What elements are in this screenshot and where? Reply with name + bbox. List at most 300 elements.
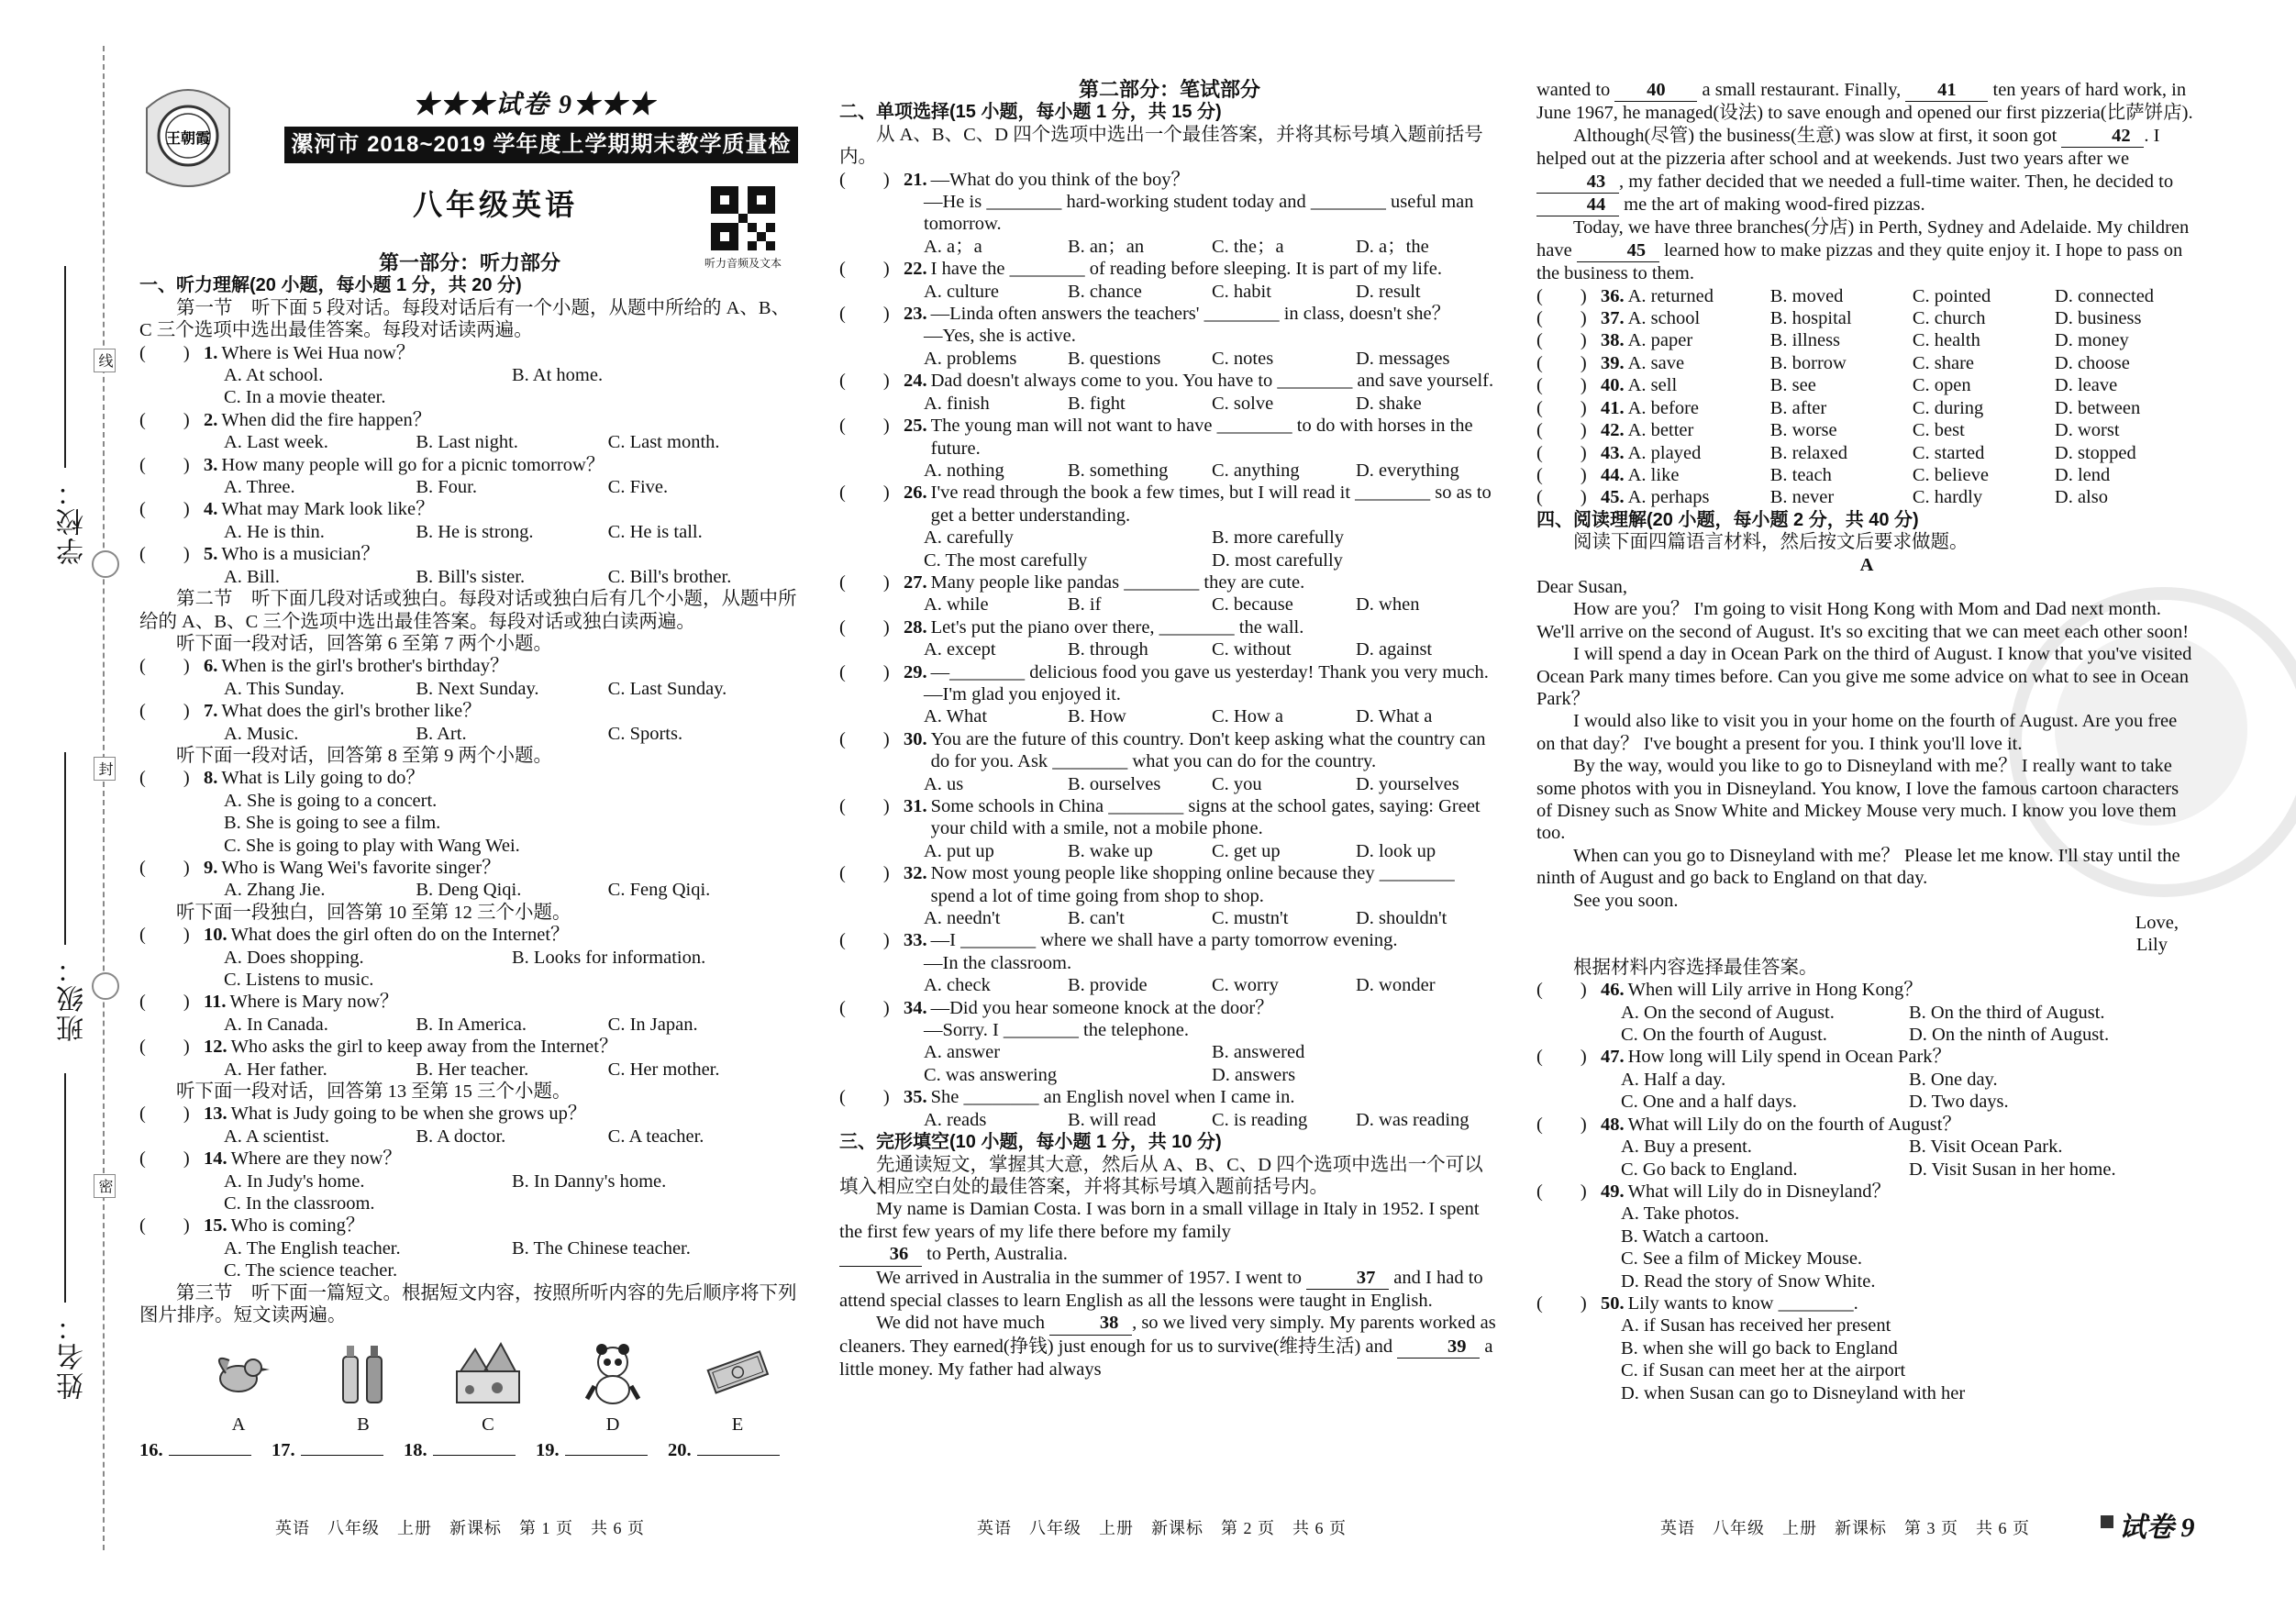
- option[interactable]: B. more carefully: [1212, 527, 1345, 549]
- option[interactable]: B. Her teacher.: [416, 1059, 529, 1080]
- option[interactable]: D. money: [2054, 330, 2129, 351]
- section-intro: 第二节 听下面几段对话或独白。每段对话或独白后有几个小题，从题中所给的 A、B、C 三个选项中选出最佳答案。每段对话或独白读两遍。: [139, 589, 797, 632]
- picture-label: E: [731, 1414, 744, 1435]
- panda-icon: [576, 1335, 649, 1408]
- option[interactable]: A. What: [924, 706, 988, 727]
- option[interactable]: B. teach: [1769, 464, 1832, 485]
- option[interactable]: C. you: [1212, 773, 1262, 794]
- option[interactable]: A. Music.: [224, 723, 299, 744]
- option[interactable]: A. played: [1627, 442, 1702, 463]
- option[interactable]: A. Does shopping.: [224, 947, 364, 968]
- name-label: 姓名：: [58, 1312, 88, 1400]
- question-48: ( ) 48. What will Lily do on the fourth of August？: [1536, 1114, 1961, 1135]
- question-6: ( ) 6. When is the girl's brother's birthday？: [139, 656, 509, 677]
- option[interactable]: B. moved: [1769, 285, 1844, 306]
- option[interactable]: C. was answering: [924, 1064, 1058, 1085]
- option[interactable]: A. Take photos.: [1621, 1203, 1740, 1225]
- option[interactable]: D. result: [1356, 281, 1421, 302]
- letter-paragraph: I will spend a day in Ocean Park on the third of August. I know that you've visited Ocean Park many times before. Can you give me some advice on what to see in Ocean Park？: [1536, 644, 2192, 709]
- seal-dot: [92, 972, 119, 1000]
- option[interactable]: A. check: [924, 975, 991, 996]
- question-text: —Yes, she is active.: [924, 326, 1076, 347]
- cloze-question: ( ) 44. A. like B. teach C. believe D. lend: [1536, 464, 2197, 486]
- group-instruction: 听下面一段对话，回答第 6 至第 7 两个小题。: [176, 633, 552, 654]
- option[interactable]: B. In Danny's home.: [512, 1170, 667, 1192]
- option[interactable]: C. Five.: [607, 477, 669, 498]
- question-30: ( ) 30. You are the future of this country. Don't keep asking what the country can do for you. Ask ________ what you can do for the country.: [839, 728, 1486, 772]
- option[interactable]: B. In America.: [416, 1014, 527, 1035]
- option[interactable]: A. She is going to a concert.: [224, 790, 438, 811]
- cloze-blank[interactable]: 43: [1536, 171, 1619, 194]
- option[interactable]: A. better: [1627, 420, 1694, 441]
- option[interactable]: B. through: [1068, 639, 1148, 660]
- question-34: ( ) 34. —Did you hear someone knock at the door？: [839, 997, 1274, 1018]
- page-footer: 英语 八年级 上册 新课标 第 1 页 共 6 页: [275, 1519, 645, 1537]
- cloze-paragraph: Today, we have three branches(分店) in Perth, Sydney and Adelaide. My children have 45 learned how to make pizzas and they quite enjoy it. I hope to pass on the business to them.: [1536, 217, 2190, 284]
- part-two-title: 第二部分：笔试部分: [1078, 78, 1260, 101]
- option[interactable]: C. A teacher.: [607, 1126, 704, 1147]
- option[interactable]: C. solve: [1212, 393, 1274, 414]
- option[interactable]: C. See a film of Mickey Mouse.: [1621, 1248, 1863, 1270]
- option[interactable]: B. Deng Qiqi.: [416, 880, 522, 901]
- question-31: ( ) 31. Some schools in China ________ signs at the school gates, saying: Greet your child with a smile, not a mobile phone.: [839, 796, 1481, 839]
- option[interactable]: B. relaxed: [1769, 442, 1847, 463]
- option[interactable]: A. In Canada.: [224, 1014, 328, 1035]
- letter-closing: Love,: [2135, 913, 2179, 934]
- subject-title: 八年级英语: [413, 188, 579, 221]
- option[interactable]: A. Half a day.: [1621, 1069, 1726, 1090]
- option[interactable]: A. In Judy's home.: [224, 1170, 365, 1192]
- option[interactable]: D. connected: [2054, 285, 2155, 306]
- cloze-blank[interactable]: 44: [1536, 194, 1619, 216]
- answer-number: 19.: [536, 1440, 560, 1461]
- reading-instruction: 根据材料内容选择最佳答案。: [1573, 957, 1818, 978]
- option[interactable]: B. never: [1769, 487, 1835, 508]
- option[interactable]: D. everything: [1356, 460, 1459, 481]
- option[interactable]: D. a；the: [1356, 236, 1429, 257]
- cloze-question: ( ) 42. A. better B. worse C. best D. worst: [1536, 419, 2197, 441]
- cloze-question: ( ) 38. A. paper B. illness C. health D. money: [1536, 329, 2197, 351]
- option[interactable]: C. the；a: [1212, 236, 1284, 257]
- option[interactable]: B. One day.: [1909, 1069, 1998, 1090]
- question-23: ( ) 23. —Linda often answers the teachers' ________ in class, doesn't she？: [839, 304, 1451, 325]
- option[interactable]: B. Next Sunday.: [416, 678, 539, 699]
- group-instruction: 听下面一段对话，回答第 13 至第 15 三个小题。: [176, 1081, 571, 1103]
- question-12: ( ) 12. Who asks the girl to keep away from the Internet？: [139, 1037, 618, 1058]
- name-field[interactable]: [64, 1073, 66, 1303]
- option[interactable]: D. between: [2054, 397, 2141, 418]
- single-choice-title: 二、单项选择(15 小题，每小题 1 分，共 15 分): [839, 102, 1222, 123]
- option[interactable]: C. church: [1912, 308, 1986, 329]
- option[interactable]: D. when Susan can go to Disneyland with her: [1621, 1382, 1966, 1403]
- question-14: ( ) 14. Where are they now？: [139, 1148, 402, 1170]
- group-instruction: 听下面一段独白，回答第 10 至第 12 三个小题。: [176, 902, 571, 923]
- qr-caption: 听力音频及文本: [704, 257, 782, 270]
- question-24: ( ) 24. Dad doesn't always come to you. You have to ________ and save yourself.: [839, 371, 1494, 392]
- option[interactable]: B. can't: [1068, 908, 1125, 929]
- option[interactable]: B. Last night.: [416, 432, 518, 453]
- option[interactable]: C. pointed: [1912, 285, 1991, 306]
- option[interactable]: C. In a movie theater.: [224, 387, 386, 408]
- question-text: —In the classroom.: [924, 952, 1072, 973]
- option[interactable]: A. put up: [924, 840, 994, 861]
- listening-section-title: 一、听力理解(20 小题，每小题 1 分，共 20 分): [139, 275, 522, 296]
- seal-tag-line: 线: [94, 349, 116, 372]
- option[interactable]: B. if: [1068, 594, 1102, 616]
- option[interactable]: C. In the classroom.: [224, 1193, 375, 1214]
- question-29: ( ) 29. —________ delicious food you gave us yesterday! Thank you very much.: [839, 661, 1489, 682]
- option[interactable]: D. business: [2054, 308, 2142, 329]
- option[interactable]: A. answer: [924, 1042, 1001, 1063]
- option[interactable]: C. because: [1212, 594, 1293, 616]
- cloze-question: ( ) 41. A. before B. after C. during D. between: [1536, 397, 2197, 419]
- question-text: —Sorry. I ________ the telephone.: [924, 1020, 1190, 1041]
- option[interactable]: C. Feng Qiqi.: [607, 880, 711, 901]
- option[interactable]: D. wonder: [1356, 975, 1436, 996]
- letter-paragraph: When can you go to Disneyland with me？ Please let me know. I'll stay until the ninth of August and go back to England on that day.: [1536, 845, 2180, 889]
- option[interactable]: A. school: [1627, 308, 1701, 329]
- option[interactable]: A. A scientist.: [224, 1126, 330, 1147]
- exam-banner: 漯河市 2018~2019 学年度上学期期末教学质量检测: [284, 127, 798, 163]
- option[interactable]: C. habit: [1212, 281, 1271, 302]
- publisher-logo-icon: [138, 72, 238, 200]
- bottles-icon: [327, 1335, 400, 1408]
- question-9: ( ) 9. Who is Wang Wei's favorite singer？: [139, 857, 501, 878]
- question-13: ( ) 13. What is Judy going to be when she grows up？: [139, 1103, 587, 1125]
- option[interactable]: B. ourselves: [1068, 773, 1161, 794]
- option[interactable]: B. Art.: [416, 723, 467, 744]
- option[interactable]: A. while: [924, 594, 989, 616]
- option[interactable]: B. He is strong.: [416, 521, 534, 542]
- option[interactable]: B. when she will go back to England: [1621, 1337, 1898, 1359]
- seal-tag-secret: 密: [94, 1174, 116, 1198]
- section-intro: 从 A、B、C、D 四个选项中选出一个最佳答案，并将其标号填入题前括号内。: [839, 124, 1483, 168]
- question-10: ( ) 10. What does the girl often do on the Internet？: [139, 925, 570, 946]
- question-25: ( ) 25. The young man will not want to have ________ to do with horses in the future.: [839, 416, 1473, 459]
- option[interactable]: A. nothing: [924, 460, 1004, 481]
- option[interactable]: B. an；an: [1068, 236, 1145, 257]
- option[interactable]: C. Her mother.: [607, 1059, 720, 1080]
- answer-row: [139, 1439, 800, 1461]
- cloze-question: ( ) 37. A. school B. hospital C. church D. business: [1536, 307, 2197, 329]
- cloze-blank[interactable]: 45: [1577, 239, 1659, 262]
- question-33: ( ) 33. —I ________ where we shall have a party tomorrow evening.: [839, 930, 1398, 951]
- bird-icon: [202, 1335, 275, 1408]
- question-11: ( ) 11. Where is Mary now？: [139, 992, 399, 1013]
- option[interactable]: A. problems: [924, 348, 1017, 369]
- option[interactable]: A. returned: [1627, 285, 1714, 306]
- option[interactable]: C. believe: [1912, 464, 1989, 485]
- cut-line: [103, 46, 105, 1550]
- option[interactable]: D. when: [1356, 594, 1420, 616]
- question-21: ( ) 21. —What do you think of the boy？: [839, 169, 1191, 190]
- school-label: 学校：: [58, 477, 88, 565]
- question-28: ( ) 28. Let's put the piano over there, ________ the wall.: [839, 616, 1304, 638]
- option[interactable]: C. health: [1912, 330, 1980, 351]
- option[interactable]: A. Zhang Jie.: [224, 880, 326, 901]
- letter-paragraph: By the way, would you like to go to Disneyland with me？ I really want to take some photos with you in Disneyland. You know, I love the famous cartoon characters of Disney such as Snow White and Mickey Mouse very much. I know you love them too.: [1536, 756, 2180, 844]
- question-5: ( ) 5. Who is a musician？: [139, 544, 380, 565]
- option[interactable]: D. shouldn't: [1356, 908, 1447, 929]
- option[interactable]: A. Buy a present.: [1621, 1137, 1752, 1158]
- option[interactable]: C. anything: [1212, 460, 1300, 481]
- option[interactable]: B. illness: [1769, 330, 1841, 351]
- option[interactable]: A. The English teacher.: [224, 1237, 401, 1259]
- option[interactable]: C. She is going to play with Wang Wei.: [224, 835, 520, 856]
- answer-blank[interactable]: [433, 1455, 516, 1456]
- answer-number: 17.: [272, 1440, 295, 1461]
- option[interactable]: B. chance: [1068, 281, 1142, 302]
- picture-label: C: [482, 1414, 494, 1435]
- option[interactable]: B. borrow: [1769, 352, 1847, 373]
- option[interactable]: A. Bill.: [224, 566, 280, 587]
- option[interactable]: C. He is tall.: [607, 521, 703, 542]
- option[interactable]: C. open: [1912, 375, 1971, 396]
- option[interactable]: C. mustn't: [1212, 908, 1289, 929]
- qr-code-icon[interactable]: [711, 186, 775, 250]
- question-27: ( ) 27. Many people like pandas ________ they are cute.: [839, 571, 1305, 593]
- answer-number: 18.: [404, 1440, 427, 1461]
- section-intro: 第三节 听下面一篇短文。根据短文内容，按照所听内容的先后顺序将下列图片排序。短文读两遍。: [139, 1282, 797, 1326]
- option[interactable]: A. us: [924, 773, 964, 794]
- option[interactable]: B. Watch a cartoon.: [1621, 1225, 1769, 1247]
- cloze-blank[interactable]: 37: [1306, 1267, 1389, 1290]
- option[interactable]: D. Read the story of Snow White.: [1621, 1270, 1876, 1292]
- picture-label: A: [231, 1414, 246, 1435]
- option[interactable]: A. finish: [924, 393, 990, 414]
- letter-paragraph: How are you？ I'm going to visit Hong Kong with Mom and Dad next month. We'll arrive on the second of August. It's so exciting that we can meet each other soon!: [1536, 599, 2190, 642]
- letter-signature: Lily: [2135, 935, 2168, 956]
- option[interactable]: A. Three.: [224, 477, 295, 498]
- picture-row: [139, 1335, 800, 1436]
- option[interactable]: C. notes: [1212, 348, 1274, 369]
- option[interactable]: D. leave: [2054, 375, 2118, 396]
- question-15: ( ) 15. Who is coming？: [139, 1215, 365, 1237]
- school-field[interactable]: [64, 266, 66, 468]
- corner-mark-icon: [2101, 1515, 2113, 1528]
- cloze-blank[interactable]: 39: [1397, 1336, 1480, 1359]
- option[interactable]: A. reads: [924, 1109, 987, 1130]
- option[interactable]: C. without: [1212, 639, 1292, 660]
- option[interactable]: C. get up: [1212, 840, 1281, 861]
- question-50: ( ) 50. Lily wants to know ________.: [1536, 1292, 1858, 1314]
- cloze-paragraph: We arrived in Australia in the summer of 1957. I went to 37 and I had to attend special classes to learn English as all the lessons were taught in English.: [839, 1267, 1483, 1311]
- option[interactable]: B. wake up: [1068, 840, 1153, 861]
- option[interactable]: B. will read: [1068, 1109, 1157, 1130]
- option[interactable]: A. On the second of August.: [1621, 1002, 1835, 1023]
- answer-number: 20.: [668, 1440, 692, 1461]
- option[interactable]: C. share: [1912, 352, 1974, 373]
- option[interactable]: B. answered: [1212, 1042, 1305, 1063]
- option[interactable]: C. The science teacher.: [224, 1260, 398, 1281]
- option[interactable]: C. One and a half days.: [1621, 1092, 1797, 1113]
- option[interactable]: A. a；a: [924, 236, 982, 257]
- option[interactable]: B. questions: [1068, 348, 1161, 369]
- question-47: ( ) 47. How long will Lily spend in Ocean Park？: [1536, 1047, 1952, 1068]
- answer-number: 16.: [139, 1440, 163, 1461]
- option[interactable]: C. Go back to England.: [1621, 1159, 1798, 1180]
- svg-text:王朝霞: 王朝霞: [165, 129, 211, 147]
- option[interactable]: D. most carefully: [1212, 549, 1343, 571]
- option[interactable]: A. save: [1627, 352, 1685, 373]
- option[interactable]: B. On the third of August.: [1909, 1002, 2105, 1023]
- question-22: ( ) 22. I have the ________ of reading before sleeping. It is part of my life.: [839, 259, 1442, 280]
- option[interactable]: D. shake: [1356, 393, 1422, 414]
- option[interactable]: C. The most carefully: [924, 549, 1088, 571]
- option[interactable]: B. after: [1769, 397, 1827, 418]
- cloze-blank[interactable]: 42: [2061, 125, 2144, 148]
- cloze-question: ( ) 39. A. save B. borrow C. share D. choose: [1536, 352, 2197, 374]
- paper-number: ★★★试卷 9★★★: [413, 91, 657, 119]
- part-one-title: 第一部分：听力部分: [378, 251, 560, 274]
- seal-dot: [92, 550, 119, 578]
- option[interactable]: D. On the ninth of August.: [1909, 1025, 2110, 1046]
- class-field[interactable]: [64, 752, 66, 945]
- option[interactable]: D. look up: [1356, 840, 1436, 861]
- cloze-blank[interactable]: 36: [839, 1243, 922, 1266]
- cloze-title: 三、完形填空(10 小题，每小题 1 分，共 10 分): [839, 1132, 1222, 1153]
- option[interactable]: C. On the fourth of August.: [1621, 1025, 1827, 1046]
- cloze-paragraph: Although(尽管) the business(生意) was slow at first, it soon got 42 . I helped out at the pizzeria after school and at weekends. Just two years after we 43 , my father decided that we needed a full-time waiter. Then, he decided to 44 me the art of making wood-fired pizzas.: [1536, 125, 2197, 217]
- section-intro: 先通读短文，掌握其大意，然后从 A、B、C、D 四个选项中选出一个可以填入相应空白处的最佳答案，并将其标号填入题前括号内。: [839, 1154, 1483, 1197]
- option[interactable]: D. stopped: [2054, 442, 2136, 463]
- option[interactable]: B. fight: [1068, 393, 1126, 414]
- option[interactable]: C. best: [1912, 420, 1965, 441]
- section-intro: 第一节 听下面 5 段对话。每段对话后有一个小题，从题中所给的 A、B、C 三个选项中选出最佳答案。每段对话读两遍。: [139, 297, 791, 341]
- cloze-blank[interactable]: 38: [1049, 1312, 1132, 1335]
- option[interactable]: A. if Susan has received her present: [1621, 1315, 1891, 1336]
- option[interactable]: A. except: [924, 639, 996, 660]
- cloze-question: ( ) 36. A. returned B. moved C. pointed D. connected: [1536, 285, 2197, 307]
- cloze-paragraph: We did not have much 38 , so we lived very simply. My parents worked as cleaners. They earned(挣钱) just enough for us to survive(维持生活) and 39 a little money. My father had always: [839, 1313, 1496, 1381]
- option[interactable]: A. carefully: [924, 527, 1014, 549]
- option[interactable]: A. He is thin.: [224, 521, 325, 542]
- option[interactable]: D. worst: [2054, 420, 2120, 441]
- option[interactable]: A. needn't: [924, 908, 1001, 929]
- cloze-question: ( ) 43. A. played B. relaxed C. started D. stopped: [1536, 442, 2197, 464]
- option[interactable]: B. At home.: [512, 365, 604, 386]
- option[interactable]: A. before: [1627, 397, 1700, 418]
- group-instruction: 听下面一段对话，回答第 8 至第 9 两个小题。: [176, 745, 552, 766]
- answer-blank[interactable]: [169, 1455, 251, 1456]
- option[interactable]: D. yourselves: [1356, 773, 1459, 794]
- question-35: ( ) 35. She ________ an English novel when I came in.: [839, 1087, 1295, 1108]
- option[interactable]: A. perhaps: [1627, 487, 1710, 508]
- cloze-blank[interactable]: 40: [1614, 79, 1697, 102]
- option[interactable]: B. Bill's sister.: [416, 566, 526, 587]
- passage-label: A: [1859, 554, 1874, 575]
- cloze-options: [1536, 285, 2197, 509]
- letter-paragraph: See you soon.: [1573, 890, 1679, 911]
- option[interactable]: B. Four.: [416, 477, 477, 498]
- answer-blank[interactable]: [301, 1455, 383, 1456]
- option[interactable]: A. culture: [924, 281, 999, 302]
- cloze-paragraph: My name is Damian Costa. I was born in a small village in Italy in 1952. I spent the first few years of my life there before my family 36 to Perth, Australia.: [839, 1198, 1500, 1266]
- option[interactable]: D. against: [1356, 639, 1433, 660]
- reading-title: 四、阅读理解(20 小题，每小题 2 分，共 40 分): [1536, 509, 1919, 530]
- question-32: ( ) 32. Now most young people like shopping online because they ________ spend a lot of time going from shop to shop.: [839, 863, 1455, 906]
- option[interactable]: D. lend: [2054, 464, 2111, 485]
- option[interactable]: D. choose: [2054, 352, 2130, 373]
- question-26: ( ) 26. I've read through the book a few times, but I will read it ________ so as to get a better understanding.: [839, 482, 1492, 526]
- option[interactable]: C. worry: [1212, 975, 1279, 996]
- cloze-blank[interactable]: 41: [1905, 79, 1988, 102]
- option[interactable]: A. Last week.: [224, 432, 328, 453]
- seal-tag-seal: 封: [94, 757, 116, 781]
- question-text: —I'm glad you enjoyed it.: [924, 683, 1121, 704]
- question-46: ( ) 46. When will Lily arrive in Hong Kong？: [1536, 980, 1923, 1001]
- option[interactable]: A. paper: [1627, 330, 1693, 351]
- option[interactable]: A. At school.: [224, 365, 324, 386]
- picture-label: B: [357, 1414, 370, 1435]
- option[interactable]: B. She is going to see a film.: [224, 813, 441, 834]
- option[interactable]: C. Last month.: [607, 432, 720, 453]
- question-3: ( ) 3. How many people will go for a picnic tomorrow？: [139, 454, 605, 475]
- option[interactable]: C. Last Sunday.: [607, 678, 727, 699]
- option[interactable]: B. Looks for information.: [512, 947, 706, 968]
- answer-blank[interactable]: [565, 1455, 648, 1456]
- page-footer: 英语 八年级 上册 新课标 第 2 页 共 6 页: [977, 1519, 1347, 1537]
- option[interactable]: B. hospital: [1769, 308, 1852, 329]
- option[interactable]: D. Two days.: [1909, 1092, 2009, 1113]
- option[interactable]: D. messages: [1356, 348, 1450, 369]
- option[interactable]: A. like: [1627, 464, 1680, 485]
- option[interactable]: D. was reading: [1356, 1109, 1470, 1130]
- picture-label: D: [605, 1414, 620, 1435]
- question-2: ( ) 2. When did the fire happen？: [139, 409, 432, 430]
- letter-greeting: Dear Susan,: [1536, 576, 1628, 597]
- option[interactable]: B. provide: [1068, 975, 1148, 996]
- option[interactable]: A. sell: [1627, 375, 1678, 396]
- page-2-column: [839, 79, 1500, 1381]
- option[interactable]: B. How: [1068, 706, 1126, 727]
- question-8: ( ) 8. What is Lily going to do？: [139, 768, 425, 789]
- cloze-question: ( ) 40. A. sell B. see C. open D. leave: [1536, 374, 2197, 396]
- option[interactable]: C. if Susan can meet her at the airport: [1621, 1360, 1906, 1381]
- section-intro: 阅读下面四篇语言材料，然后按文后要求做题。: [1573, 532, 1969, 553]
- option[interactable]: C. is reading: [1212, 1109, 1308, 1130]
- option[interactable]: C. Sports.: [607, 723, 683, 744]
- option[interactable]: D. also: [2054, 487, 2108, 508]
- option[interactable]: D. What a: [1356, 706, 1433, 727]
- question-4: ( ) 4. What may Mark look like？: [139, 499, 435, 520]
- option[interactable]: C. during: [1912, 397, 1984, 418]
- option[interactable]: D. answers: [1212, 1064, 1296, 1085]
- option[interactable]: C. How a: [1212, 706, 1284, 727]
- option[interactable]: B. A doctor.: [416, 1126, 506, 1147]
- question-49: ( ) 49. What will Lily do in Disneyland？: [1536, 1181, 1891, 1202]
- option[interactable]: B. something: [1068, 460, 1169, 481]
- binding-margin: [0, 0, 128, 1597]
- option[interactable]: A. This Sunday.: [224, 678, 345, 699]
- option[interactable]: C. In Japan.: [607, 1014, 698, 1035]
- answer-blank[interactable]: [697, 1455, 780, 1456]
- option[interactable]: C. Listens to music.: [224, 970, 374, 990]
- option[interactable]: C. started: [1912, 442, 1985, 463]
- option[interactable]: A. Her father.: [224, 1059, 327, 1080]
- cloze-question: ( ) 45. A. perhaps B. never C. hardly D. also: [1536, 486, 2197, 508]
- option[interactable]: B. The Chinese teacher.: [512, 1237, 691, 1259]
- option[interactable]: C. hardly: [1912, 487, 1983, 508]
- cloze-paragraph: wanted to 40 a small restaurant. Finally, 41 ten years of hard work, in June 1967, he managed(设法) to save enough and opened our first pizzeria(比萨饼店).: [1536, 80, 2193, 124]
- option[interactable]: B. Visit Ocean Park.: [1909, 1137, 2063, 1158]
- option[interactable]: C. Bill's brother.: [607, 566, 732, 587]
- option[interactable]: B. worse: [1769, 420, 1837, 441]
- option[interactable]: B. see: [1769, 375, 1816, 396]
- question-7: ( ) 7. What does the girl's brother like？: [139, 701, 482, 722]
- option[interactable]: D. Visit Susan in her home.: [1909, 1159, 2116, 1180]
- page-3-column: [1536, 79, 2197, 1404]
